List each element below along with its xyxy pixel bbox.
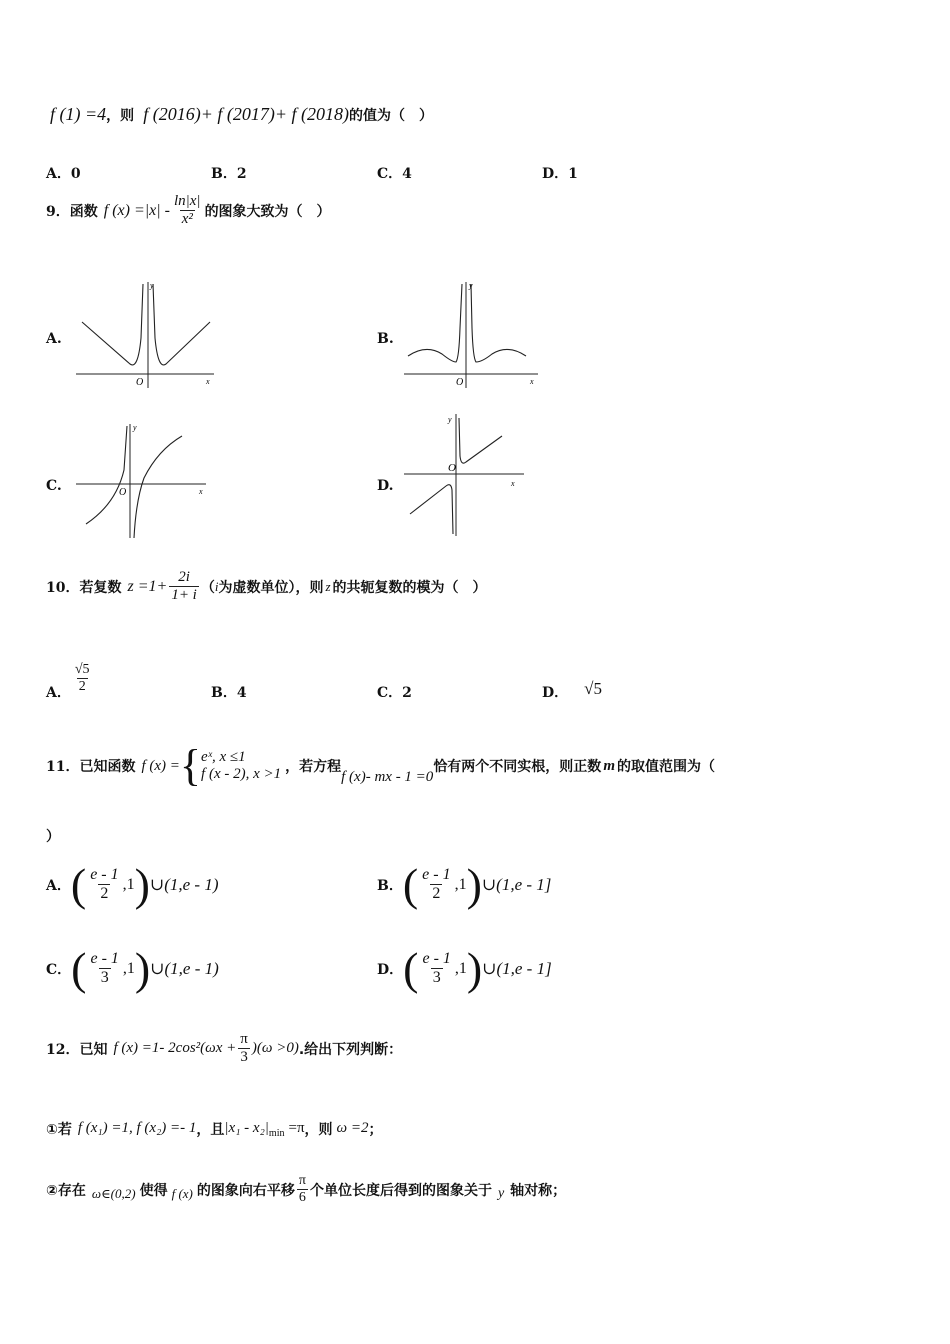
- curve-right: [471, 284, 526, 362]
- left-paren-icon: (: [70, 859, 87, 910]
- q11-option-b[interactable]: B． ( $\frac{e - 1}{2}$ ,1 ) ∪(1,e - 1]: [377, 859, 552, 910]
- y-label: y: [133, 423, 137, 432]
- q9-frac-den: x²: [181, 210, 193, 227]
- q11-number: 11．: [46, 759, 80, 775]
- right-paren-icon: ): [134, 859, 150, 910]
- x-label: x: [511, 479, 515, 488]
- brace-icon: {: [179, 741, 202, 790]
- q10-frac-den: 1+ i: [171, 586, 197, 603]
- q10-option-a-fraction: $\frac{√5}{2}$: [74, 662, 90, 695]
- origin-label: O: [119, 487, 127, 498]
- q11-lhs: f (x) =: [141, 757, 180, 774]
- curve-left: [408, 284, 462, 362]
- x-label: x: [530, 377, 534, 386]
- q12-statement-1: ①若 f (x₁) =1, f (x₂) =- 1 ，且 |x₁ - x₂| min =π ，则 ω =2 ；: [46, 1120, 383, 1139]
- q9-graph-d[interactable]: [400, 410, 530, 538]
- q8-option-b[interactable]: B．2: [211, 166, 247, 182]
- q11-suffix2: 的取值范围为（: [616, 759, 715, 775]
- q9-option-d[interactable]: D.: [377, 478, 394, 494]
- q8-option-c[interactable]: C．4: [377, 166, 412, 182]
- q12-prefix: 已知: [79, 1041, 108, 1058]
- q9-option-c[interactable]: C.: [46, 478, 62, 494]
- q10-i: i: [214, 578, 219, 594]
- curve-left: [410, 485, 453, 534]
- q11-mid: ，若方程: [285, 759, 342, 775]
- q10-option-d[interactable]: D． √5: [542, 679, 602, 701]
- curve-right: [153, 284, 210, 365]
- origin-label: O: [456, 377, 464, 388]
- q9-fraction: [172, 194, 203, 227]
- left-paren-icon: (: [403, 943, 419, 994]
- q12-lhs: f (x) =1- 2cos²(ωx +: [113, 1040, 237, 1057]
- curve-left: [86, 426, 127, 524]
- right-paren-icon: ): [466, 859, 482, 910]
- q9-suffix: 的图象大致为（ ）: [204, 203, 331, 220]
- q9-graph-a[interactable]: [72, 278, 222, 390]
- origin-label: O: [448, 462, 456, 474]
- q11-piecewise: [179, 741, 282, 790]
- y-label: y: [448, 415, 452, 424]
- q11-option-c[interactable]: C． ( $\frac{e - 1}{3}$ ,1 ) ∪(1,e - 1): [46, 943, 219, 994]
- y-label: y: [150, 281, 154, 290]
- q11-stem: [46, 741, 715, 790]
- q10-z: z: [325, 578, 331, 594]
- q9-graph-b[interactable]: [400, 278, 545, 390]
- q9-graph-c[interactable]: [72, 420, 212, 540]
- q12-stem: [46, 1032, 402, 1065]
- y-label: y: [469, 281, 473, 290]
- q10-lhs: z =1+: [127, 577, 168, 595]
- q11-prefix: 已知函数: [79, 759, 136, 775]
- curve-left: [82, 284, 143, 365]
- q8-condition-line: [50, 104, 433, 125]
- q8-cond: f (1) =4: [50, 104, 107, 124]
- q10-suffix: 的共轭复数的模为（ ）: [332, 579, 487, 596]
- origin-label: O: [136, 377, 144, 388]
- q10-mid2: 为虚数单位），则: [218, 579, 324, 596]
- q11-option-d[interactable]: D． ( $\frac{e - 1}{3}$ ,1 ) ∪(1,e - 1]: [377, 943, 552, 994]
- q11-eq: f (x)- mx - 1 =0: [341, 768, 434, 785]
- q10-option-b[interactable]: B．4: [211, 685, 247, 701]
- q11-option-a[interactable]: A． ( $\frac{e - 1}{2}$ ,1 ) ∪(1,e - 1): [46, 859, 219, 910]
- right-paren-icon: ): [466, 943, 483, 994]
- q9-lhs: f (x) =|x| -: [103, 201, 170, 219]
- q11-close: ）: [46, 829, 60, 845]
- q9-stem: [46, 194, 331, 227]
- q8-expr: f (2016)+ f (2017)+ f (2018): [143, 104, 349, 124]
- q10-option-a[interactable]: A． $\frac{√5}{2}$: [46, 662, 90, 701]
- q11-m: m: [603, 757, 615, 774]
- q8-then: ，则: [106, 108, 135, 124]
- q9-number: 9．: [46, 203, 70, 220]
- q10-stem: [46, 570, 487, 603]
- curve-right: [134, 436, 182, 538]
- q11-case1: eˣ, x ≤1: [201, 749, 246, 765]
- q11-case2: f (x - 2), x >1: [201, 766, 282, 782]
- q8-option-a[interactable]: A．0: [46, 166, 81, 182]
- x-label: x: [206, 377, 210, 386]
- q10-prefix: 若复数: [79, 579, 122, 596]
- right-paren-icon: ): [134, 943, 151, 994]
- q12-suffix: .给出下列判断：: [298, 1041, 403, 1058]
- left-paren-icon: (: [402, 859, 419, 910]
- q9-frac-num: ln|x|: [173, 193, 201, 209]
- q9-prefix: 函数: [69, 203, 98, 220]
- q10-option-c[interactable]: C．2: [377, 685, 412, 701]
- q12-fraction: $\frac{\pi}{3}$: [240, 1031, 248, 1065]
- q12-number: 12．: [46, 1041, 80, 1058]
- left-paren-icon: (: [71, 943, 87, 994]
- q10-mid1: （: [200, 579, 215, 596]
- q12-statement-2: ②存在 ω∈(0,2) 使得 f (x) 的图象向右平移 $\frac{\pi}{6}$ 个单位长度后得到的图象关于 y 轴对称；: [46, 1173, 567, 1205]
- q11-suffix: 恰有两个不同实根，则正数: [433, 759, 602, 775]
- q10-number: 10．: [46, 579, 80, 596]
- q10-fraction: [169, 570, 199, 603]
- q10-frac-num: 2i: [178, 569, 190, 585]
- q8-option-d[interactable]: D．1: [542, 166, 578, 182]
- q9-option-a[interactable]: A.: [46, 331, 62, 347]
- x-label: x: [199, 487, 203, 496]
- q9-option-b[interactable]: B.: [377, 331, 394, 347]
- q12-rhs: )(ω >0): [251, 1040, 299, 1057]
- q8-ask: 的值为（ ）: [349, 108, 433, 124]
- curve-right: [459, 418, 502, 463]
